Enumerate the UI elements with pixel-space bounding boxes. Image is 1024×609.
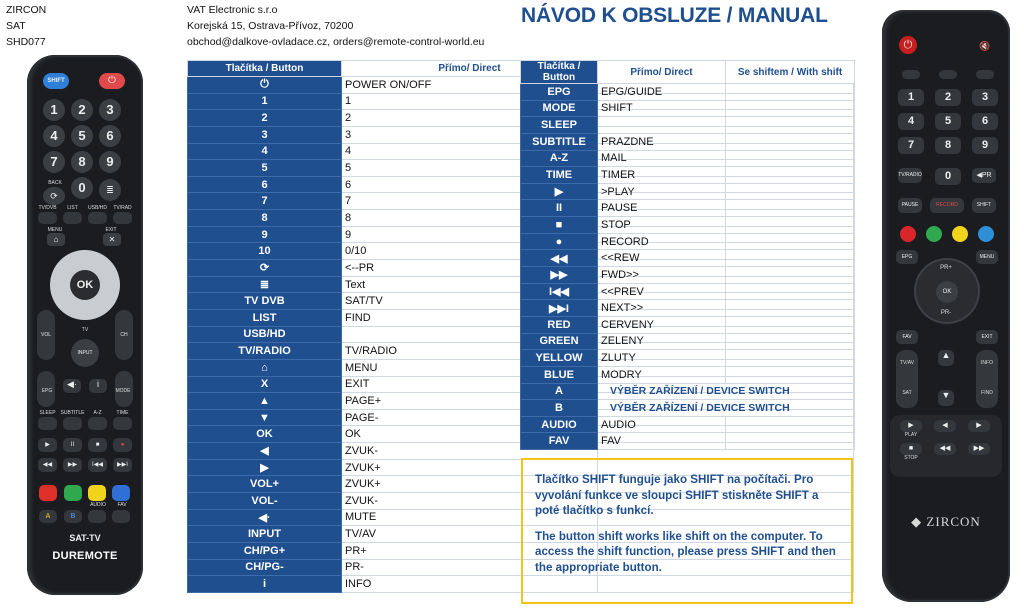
green-button[interactable] [64, 485, 82, 501]
audio-button[interactable] [88, 510, 106, 523]
shift-cell [726, 316, 855, 333]
blue-button[interactable] [978, 226, 994, 242]
pr-plus-label: PR+ [940, 265, 952, 271]
shift-cell [726, 250, 855, 267]
pause-button[interactable]: II [63, 438, 82, 452]
device-switch-cell: VÝBĚR ZAŘÍZENÍ / DEVICE SWITCH [598, 400, 855, 417]
ch-rocker[interactable]: CH [115, 310, 133, 360]
table-row [521, 167, 855, 184]
header-direct: Přímo/ Direct [598, 61, 726, 84]
rewind-button[interactable]: ◀◀ [934, 443, 956, 455]
digit-1-button[interactable]: 1 [898, 89, 924, 106]
green-button[interactable] [926, 226, 942, 242]
digit-2-button[interactable]: 2 [935, 89, 961, 106]
button-cell: EPG [521, 84, 598, 101]
tv-dvb-button[interactable] [38, 212, 57, 224]
subtitle-button[interactable] [63, 417, 82, 430]
direct-cell: ZLUTY [598, 350, 726, 367]
button-cell: ⟳ [188, 260, 342, 277]
digit-8-button[interactable]: 8 [935, 137, 961, 154]
shift-cell [726, 183, 855, 200]
zircon-remote [882, 10, 1010, 602]
meta-brand-block [6, 2, 46, 50]
direct-cell: PAGE+ [342, 393, 598, 410]
epg-button[interactable]: EPG [896, 250, 918, 264]
table-row [521, 100, 855, 117]
home-icon: ⌂ [53, 235, 59, 244]
exit-label: EXIT [105, 227, 117, 233]
digit-5-button[interactable]: 5 [71, 125, 93, 147]
table-row [521, 366, 855, 383]
page-down-button[interactable]: ▼ [938, 390, 954, 406]
button-cell: I◀◀ [521, 283, 598, 300]
shift-cell [726, 133, 855, 150]
vol-rocker[interactable]: VOL [37, 310, 55, 360]
shift-cell [726, 233, 855, 250]
direct-cell: TIMER [598, 167, 726, 184]
direct-cell: PAUSE [598, 200, 726, 217]
table-row [521, 333, 855, 350]
button-cell: 1 [188, 93, 342, 110]
direct-cell: FIND [342, 309, 598, 326]
forward-button[interactable]: ▶▶ [63, 458, 82, 472]
fav-button[interactable]: FAV [896, 330, 918, 344]
button-cell: TV/RADIO [188, 343, 342, 360]
direct-cell: 4 [342, 143, 598, 160]
table-row [521, 150, 855, 167]
top-function-key[interactable] [939, 70, 957, 79]
direct-cell: PR+ [342, 542, 598, 559]
button-cell: 9 [188, 226, 342, 243]
button-cell: ▶ [521, 183, 598, 200]
tvradio-button[interactable]: TV/RADIO [898, 168, 922, 183]
menu-button[interactable] [47, 233, 65, 246]
info-label: INFO [981, 360, 993, 366]
tv-label: TV [81, 327, 89, 333]
button-cell: USB/HD [188, 326, 342, 343]
shift-cell [726, 350, 855, 367]
button-cell: 7 [188, 193, 342, 210]
direct-cell: AUDIO [598, 416, 726, 433]
direct-cell: INFO [342, 576, 598, 593]
direct-cell: MODRY [598, 366, 726, 383]
direct-cell: POWER ON/OFF [342, 77, 598, 94]
direct-cell: 7 [342, 193, 598, 210]
shift-cell [726, 300, 855, 317]
direct-cell: TV/AV [342, 526, 598, 543]
direct-cell: STOP [598, 217, 726, 234]
button-cell: II [521, 200, 598, 217]
duremote-remote [27, 55, 143, 595]
table-row [521, 350, 855, 367]
diamond-icon: ◆ [911, 514, 927, 529]
table-row [521, 433, 855, 450]
direct-cell: 2 [342, 110, 598, 127]
table-row [521, 84, 855, 101]
shift-cell [726, 167, 855, 184]
direct-cell: 9 [342, 226, 598, 243]
button-cell: A [521, 383, 598, 400]
prev-button[interactable]: I◀◀ [88, 458, 107, 472]
direct-cell: MENU [342, 359, 598, 376]
vol-up-button[interactable]: ▶ [968, 420, 990, 432]
digit-1-button[interactable]: 1 [43, 99, 65, 121]
button-cell: CH/PG+ [188, 542, 342, 559]
meta-contact: obchod@dalkove-ovladace.cz, orders@remote-control-world.eu [187, 36, 485, 48]
table-row [521, 283, 855, 300]
stop-button[interactable]: ■ [900, 443, 922, 455]
button-cell: AUDIO [521, 416, 598, 433]
zircon-logo-text: ZIRCON [926, 514, 981, 529]
table-row [521, 183, 855, 200]
direct-cell: NEXT>> [598, 300, 726, 317]
direct-cell: 0/10 [342, 243, 598, 260]
play-button[interactable]: ▶ [900, 420, 922, 432]
direct-cell: EPG/GUIDE [598, 84, 726, 101]
direct-cell: 5 [342, 160, 598, 177]
button-cell: 2 [188, 110, 342, 127]
menu-label: MENU [47, 227, 63, 233]
pause-button[interactable]: PAUSE [898, 198, 922, 213]
direct-cell: SAT/TV [342, 293, 598, 310]
power-icon: ⏻ [903, 39, 913, 51]
time-button[interactable] [113, 417, 132, 430]
play-button[interactable]: ▶ [38, 438, 57, 452]
page-title: NÁVOD K OBSLUZE / MANUAL [521, 4, 828, 27]
direct-cell: 6 [342, 176, 598, 193]
shift-cell [726, 366, 855, 383]
shift-cell [726, 84, 855, 101]
digit-3-button[interactable]: 3 [99, 99, 121, 121]
digit-6-button[interactable]: 6 [972, 113, 998, 130]
button-cell: ◀· [188, 509, 342, 526]
shift-button[interactable]: SHIFT [43, 73, 69, 89]
direct-cell: FAV [598, 433, 726, 450]
back-label: BACK [48, 180, 62, 186]
direct-cell: ZVUK+ [342, 459, 598, 476]
direct-cell: >PLAY [598, 183, 726, 200]
play-label: PLAY [904, 432, 918, 438]
button-cell: TV DVB [188, 293, 342, 310]
a-z-button[interactable] [88, 417, 107, 430]
direct-cell: PRAZDNE [598, 133, 726, 150]
button-cell: SLEEP [521, 117, 598, 134]
direct-cell: <--PR [342, 260, 598, 277]
meta-type: SAT [6, 20, 26, 32]
button-cell: ◀◀ [521, 250, 598, 267]
header-button: Tlačítka / Button [521, 61, 598, 84]
button-cell: 8 [188, 210, 342, 227]
shift-button[interactable]: SHIFT [972, 198, 996, 213]
button-cell: TIME [521, 167, 598, 184]
recall-button[interactable]: ◀PR [972, 168, 996, 183]
shift-cell [726, 267, 855, 284]
table-row [521, 217, 855, 234]
mute-button[interactable] [63, 379, 81, 393]
duremote-logo: DUREMOTE [52, 550, 118, 562]
table-row [521, 233, 855, 250]
epg-label: EPG [41, 388, 53, 394]
shift-cell [726, 117, 855, 134]
direct-cell: MUTE [342, 509, 598, 526]
power-icon: ⏻ [108, 75, 116, 86]
button-cell: B [521, 400, 598, 417]
button-cell: OK [188, 426, 342, 443]
stop-button[interactable]: ■ [88, 438, 107, 452]
info-button[interactable]: i [89, 379, 107, 393]
button-cell: FAV [521, 433, 598, 450]
row-label: TV/RAD [113, 205, 132, 211]
mute-icon: ◀· [67, 379, 77, 389]
stop-label: STOP [904, 455, 918, 461]
input-button[interactable]: INPUT [71, 339, 99, 367]
button-cell: 4 [188, 143, 342, 160]
shift-cell [726, 333, 855, 350]
button-cell: 10 [188, 243, 342, 260]
info-button[interactable] [976, 350, 998, 408]
direct-cell: OK [342, 426, 598, 443]
button-cell: YELLOW [521, 350, 598, 367]
table-row [521, 117, 855, 134]
direct-cell: PAGE- [342, 409, 598, 426]
right-table-header [521, 61, 855, 84]
vol-down-button[interactable]: ◀ [934, 420, 956, 432]
meta-brand: ZIRCON [6, 4, 47, 16]
table-row [521, 133, 855, 150]
ok-button[interactable]: OK [70, 270, 100, 300]
table-row [521, 383, 855, 400]
direct-cell: <<PREV [598, 283, 726, 300]
direct-cell: ZVUK+ [342, 476, 598, 493]
button-cell: BLUE [521, 366, 598, 383]
record-button[interactable]: RECORD [930, 198, 964, 213]
mute-button[interactable] [977, 38, 993, 54]
yellow-button[interactable] [952, 226, 968, 242]
shift-cell [726, 433, 855, 450]
sat-label: SAT [902, 390, 912, 396]
table-row [521, 267, 855, 284]
row-label: SLEEP [39, 410, 56, 416]
exit-button[interactable]: ✕ [103, 233, 121, 246]
yellow-button[interactable] [88, 485, 106, 501]
digit-4-button[interactable]: 4 [898, 113, 924, 130]
meta-address: Korejská 15, Ostrava-Přívoz, 70200 [187, 20, 354, 32]
button-cell: CH/PG- [188, 559, 342, 576]
digit-9-button[interactable]: 9 [972, 137, 998, 154]
direct-cell: TV/RADIO [342, 343, 598, 360]
shift-cell [726, 217, 855, 234]
button-cell: X [188, 376, 342, 393]
shift-cell [726, 150, 855, 167]
top-function-key[interactable] [976, 70, 994, 79]
direct-cell: EXIT [342, 376, 598, 393]
tvav-button[interactable] [896, 350, 918, 408]
digit-0-button[interactable]: 0 [935, 168, 961, 185]
direct-cell: ZVUK- [342, 493, 598, 510]
next-button[interactable]: ▶▶I [113, 458, 132, 472]
menu-button[interactable]: MENU [976, 250, 998, 264]
table-row [521, 416, 855, 433]
direct-cell: PR- [342, 559, 598, 576]
button-cell: 3 [188, 126, 342, 143]
button-cell: RED [521, 316, 598, 333]
button-cell: VOL- [188, 493, 342, 510]
direct-cell: ZELENY [598, 333, 726, 350]
audio-label: AUDIO [90, 502, 106, 508]
button-cell: ▶▶ [521, 267, 598, 284]
row-label: SUBTITLE [60, 410, 85, 416]
button-cell: i [188, 576, 342, 593]
find-label: FIND [981, 390, 993, 396]
shift-note-cz: Tlačítko SHIFT funguje jako SHIFT na počítači. Pro vyvolání funkce ve sloupci SHIFT stiskněte SHIFT a poté tlačítko s funkcí. [535, 473, 819, 517]
fav-label: FAV [117, 502, 127, 508]
button-cell: 5 [188, 160, 342, 177]
digit-7-button[interactable]: 7 [898, 137, 924, 154]
ok-button[interactable]: OK [936, 281, 958, 303]
digit-0-button[interactable]: 0 [71, 177, 93, 199]
b-button[interactable]: B [64, 510, 82, 523]
direct-cell: <<REW [598, 250, 726, 267]
digit-4-button[interactable]: 4 [43, 125, 65, 147]
direct-cell: SHIFT [598, 100, 726, 117]
shift-note-en: The button shift works like shift on the computer. To access the shift function, please press SHIFT and then the appropriate button. [535, 529, 836, 574]
shift-note [521, 458, 853, 604]
a-button[interactable]: A [39, 510, 57, 523]
page-up-button[interactable]: ▲ [938, 350, 954, 366]
button-cell: ⌂ [188, 359, 342, 376]
usb-hd-button[interactable] [88, 212, 107, 224]
button-cell: ▼ [188, 409, 342, 426]
direct-cell: 3 [342, 126, 598, 143]
header-shift: Se shiftem / With shift [726, 61, 855, 84]
tv-rad-button[interactable] [113, 212, 132, 224]
direct-cell: 8 [342, 210, 598, 227]
meta-code: SHD077 [6, 36, 46, 48]
digit-3-button[interactable]: 3 [972, 89, 998, 106]
header-button: Tlačítka / Button [188, 61, 342, 77]
row-label: TIME [116, 410, 129, 416]
button-cell: ◀ [188, 443, 342, 460]
device-switch-cell: VÝBĚR ZAŘÍZENÍ / DEVICE SWITCH [598, 383, 855, 400]
button-cell: MODE [521, 100, 598, 117]
red-button[interactable] [39, 485, 57, 501]
digit-5-button[interactable]: 5 [935, 113, 961, 130]
button-cell: A-Z [521, 150, 598, 167]
shift-cell [726, 283, 855, 300]
button-cell: LIST [188, 309, 342, 326]
button-cell: GREEN [521, 333, 598, 350]
meta-company: VAT Electronic s.r.o [187, 4, 278, 16]
shift-cell [726, 200, 855, 217]
table-row [521, 300, 855, 317]
table-row [521, 400, 855, 417]
row-label: USB/HD [88, 205, 107, 211]
zircon-logo [882, 514, 1010, 530]
shift-cell [726, 416, 855, 433]
table-row [521, 200, 855, 217]
table-row [521, 316, 855, 333]
sleep-button[interactable] [38, 417, 57, 430]
table-row [521, 250, 855, 267]
button-cell: ■ [521, 217, 598, 234]
digit-2-button[interactable]: 2 [71, 99, 93, 121]
direct-cell [598, 117, 726, 134]
direct-cell: MAIL [598, 150, 726, 167]
digit-8-button[interactable]: 8 [71, 151, 93, 173]
row-label: TV/DVB [38, 205, 57, 211]
row-label: A-Z [93, 410, 102, 416]
direct-cell: ZVUK- [342, 443, 598, 460]
button-cell: VOL+ [188, 476, 342, 493]
direct-cell: Text [342, 276, 598, 293]
exit-button[interactable]: EXIT [976, 330, 998, 344]
direct-cell: CERVENY [598, 316, 726, 333]
button-cell: ▶▶I [521, 300, 598, 317]
mute-icon: 🔇 [979, 41, 991, 51]
button-cell: ≣ [188, 276, 342, 293]
fav-button[interactable] [112, 510, 130, 523]
rewind-button[interactable]: ◀◀ [38, 458, 57, 472]
forward-button[interactable]: ▶▶ [968, 443, 990, 455]
digit-7-button[interactable]: 7 [43, 151, 65, 173]
button-cell: ⏻ [188, 77, 342, 94]
direct-cell: RECORD [598, 233, 726, 250]
red-button[interactable] [900, 226, 916, 242]
button-cell: ● [521, 233, 598, 250]
button-cell: SUBTITLE [521, 133, 598, 150]
button-cell: 6 [188, 176, 342, 193]
remote-model-label: SAT-TV [69, 533, 101, 543]
record-button[interactable]: ● [113, 438, 132, 452]
pr-minus-label: PR- [940, 310, 952, 316]
right-mapping-table [520, 60, 855, 450]
tvav-label: TV/AV [899, 360, 915, 366]
digit-6-button[interactable]: 6 [99, 125, 121, 147]
direct-cell: 1 [342, 93, 598, 110]
mode-label: MODE [115, 388, 131, 394]
power-button[interactable] [899, 36, 917, 54]
direct-cell: FWD>> [598, 267, 726, 284]
row-label: LIST [67, 205, 78, 211]
button-cell: INPUT [188, 526, 342, 543]
button-cell: ▶ [188, 459, 342, 476]
meta-company-block [187, 2, 484, 50]
back-button[interactable]: ⟳ [43, 187, 65, 205]
shift-cell [726, 100, 855, 117]
button-cell: ▲ [188, 393, 342, 410]
power-button[interactable] [99, 73, 125, 89]
list-button[interactable] [63, 212, 82, 224]
header-direct: Přímo/ Direct [342, 61, 598, 77]
top-function-key[interactable] [902, 70, 920, 79]
digit-9-button[interactable]: 9 [99, 151, 121, 173]
blue-button[interactable] [112, 485, 130, 501]
text-button[interactable]: ≣ [99, 179, 121, 201]
